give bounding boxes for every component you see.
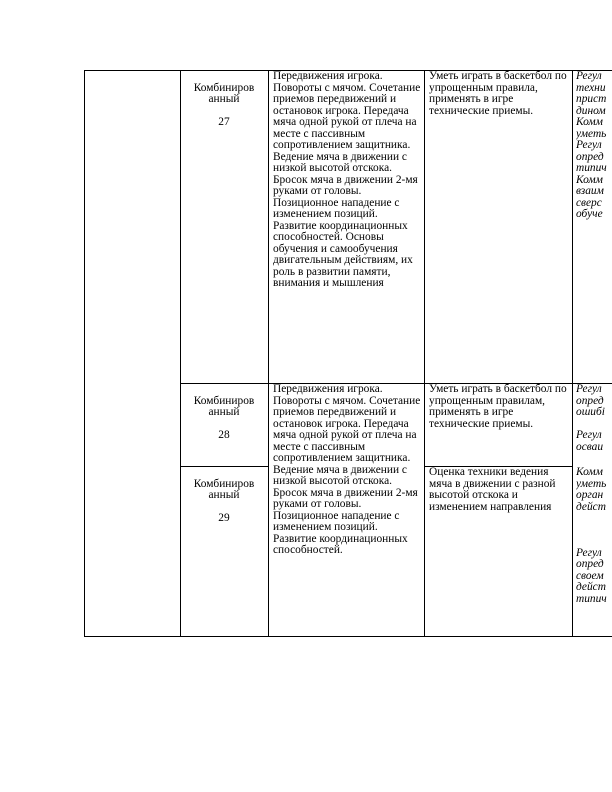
- lesson-content-27: Передвижения игрока. Повороты с мячом. Сочетание приемов передвижений и остановок игрока. Передача мяча одной рукой от плеча на месте с пассивным сопротивлением защитника. Ведение мяча в движении с низкой высотой отскока. Бросок мяча в движении 2-мя руками от головы. Позиционное нападение с изменением позиций. Развитие координационных способностей. Основы обучения и самообучения двигательным действиям, их роль в развитии памяти, внимания и мышления: [273, 71, 421, 289]
- table-bottom-border: [84, 636, 612, 637]
- lesson-uud-29: Комм уметь орган дейст Регул опред своем дейст типич: [576, 467, 607, 605]
- table-left-border: [84, 70, 85, 637]
- lesson-outcome-29: Оценка техники ведения мяча в движении с разной высотой отскока и изменением направления: [429, 467, 556, 513]
- lesson-type-28: [181, 384, 267, 442]
- column-divider-3: [424, 70, 425, 637]
- lesson-number: 28: [218, 429, 230, 441]
- lesson-type-label: Комбиниров анный: [193, 477, 255, 501]
- lesson-number: 27: [218, 116, 230, 128]
- lesson-type-29: [181, 467, 267, 525]
- lesson-type-label: Комбиниров анный: [193, 81, 255, 105]
- column-divider-2: [268, 70, 269, 637]
- lesson-content-28-29: Передвижения игрока. Повороты с мячом. Сочетание приемов передвижений и остановок игрока. Передача мяча одной рукой от плеча на месте с пассивным сопротивлением защитника. Ведение мяча в движении с низкой высотой отскока. Бросок мяча в движении 2-мя руками от головы. Позиционное нападение с изменением позиций. Развитие координационных способностей.: [273, 384, 421, 556]
- lesson-type-27: [181, 71, 267, 129]
- column-divider-4: [572, 70, 573, 637]
- lesson-number: 29: [218, 512, 230, 524]
- lesson-type-label: Комбиниров анный: [193, 394, 255, 418]
- lesson-outcome-27: Уметь играть в баскетбол по упрощенным правила, применять в игре технические приемы.: [429, 71, 567, 117]
- lesson-uud-28: Регул опред ошибі Регул осваи: [576, 384, 605, 453]
- column-divider-1: [180, 70, 181, 637]
- lesson-uud-27: Регул техни прист дином Комм уметь Регул опред типич Комм взаим сверс обуче: [576, 71, 607, 220]
- lesson-outcome-28: Уметь играть в баскетбол по упрощенным правилам, применять в игре технические приемы.: [429, 384, 567, 430]
